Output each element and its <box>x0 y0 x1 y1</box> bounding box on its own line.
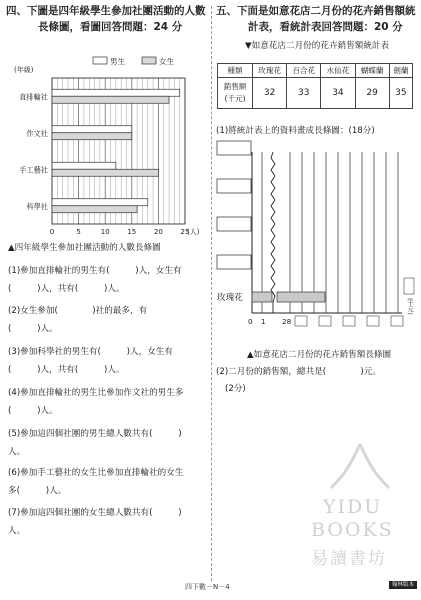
table-value-orchid: 29 <box>355 78 389 109</box>
bar-girls-0 <box>52 96 169 103</box>
bar-boys-0 <box>52 89 180 96</box>
table-header-orchid: 蝴蝶蘭 <box>355 64 389 78</box>
tick-blank-5 <box>391 316 403 326</box>
question-3-line2: ( )人，共有( )人。 <box>8 365 125 375</box>
table-value-rose: 32 <box>253 78 287 109</box>
question-7-line2: 人。 <box>8 526 26 536</box>
tick-1: 1 <box>261 317 266 326</box>
yidu-logo-icon <box>305 440 415 500</box>
category-blank-4 <box>217 255 251 269</box>
flower-sales-table <box>217 63 413 109</box>
question-5-line1: (5)參加這四個社團的男生總人數共有( ) <box>8 429 182 439</box>
flower-question-2-line1: (2)二月份的銷售額，總共是( )元。 <box>216 367 381 377</box>
unit-blank-box <box>404 278 414 294</box>
question-7-line1: (7)參加這四個社團的女生總人數共有( ) <box>8 508 182 518</box>
watermark-line3: 易讀書坊 <box>311 549 387 569</box>
table-header-narcissus: 水仙花 <box>321 64 355 78</box>
table-value-gladiolus: 35 <box>389 78 412 109</box>
question-4-line1: (4)參加直排輪社的男生比參加作文社的男生多 <box>8 388 184 398</box>
x-tick-label: 25 <box>180 228 190 236</box>
blank-flower-chart <box>214 138 418 338</box>
column-divider <box>211 6 212 581</box>
bar-girls-3 <box>52 206 137 213</box>
question-1-line1: (1)參加直排輪社的男生有( )人，女生有 <box>8 266 182 276</box>
left-title-line2: 長條圖，看圖回答問題：24 分 <box>38 21 183 33</box>
question-5-line2: 人。 <box>8 447 26 457</box>
table-header-rose: 玫瑰花 <box>253 64 287 78</box>
table-header-kind: 種類 <box>218 64 253 78</box>
axis-break-zigzag <box>271 152 275 313</box>
bar-boys-1 <box>52 126 132 133</box>
chart-ylabel: (年級) <box>14 66 34 74</box>
x-tick-label: 20 <box>153 228 163 236</box>
question-6-line2: 多( )人。 <box>8 486 67 496</box>
legend-boys-swatch <box>93 57 107 64</box>
flower-chart-caption: ▲如意花店二月份的花卉銷售額長條圖 <box>247 350 392 360</box>
x-tick-label: 5 <box>76 228 81 236</box>
right-title-line1: 五、下面是如意花店二月份的花卉銷售額統 <box>216 5 416 17</box>
page-footer: 四下數－N－4 <box>185 583 230 591</box>
left-title-line1: 四、下圖是四年級學生參加社團活動的人數 <box>6 5 206 17</box>
watermark-line2: BOOKS <box>311 519 394 541</box>
question-3-line1: (3)參加科學社的男生有( )人，女生有 <box>8 347 173 357</box>
category-blank-3 <box>217 217 251 231</box>
left-chart-caption: ▲四年級學生參加社團活動的人數長條圖 <box>8 243 161 253</box>
rose-label: 玫瑰花 <box>217 293 243 303</box>
tick-28: 28 <box>282 317 292 326</box>
table-header-gladiolus: 劍蘭 <box>389 64 412 78</box>
table-row-label-1: 銷售額 <box>223 82 247 91</box>
category-blank-1 <box>217 141 251 155</box>
category-label: 手工藝社 <box>19 165 48 175</box>
category-label: 作文社 <box>26 128 48 138</box>
x-tick-label: 0 <box>49 228 55 236</box>
category-label: 科學社 <box>26 201 48 211</box>
table-row-label-2: (千元) <box>224 94 246 103</box>
club-bar-chart <box>0 48 212 238</box>
flower-question-2-line2: (2分) <box>225 384 246 394</box>
x-tick-label: 10 <box>100 228 110 236</box>
question-2-line2: ( )人。 <box>8 324 58 334</box>
question-1-line2: ( )人，共有( )人。 <box>8 284 125 294</box>
category-blank-2 <box>217 179 251 193</box>
bar-girls-1 <box>52 133 132 140</box>
flower-table-caption: ▼如意花店二月份的花卉銷售額統計表 <box>245 41 390 51</box>
legend-boys-label: 男生 <box>110 57 125 66</box>
publisher-stamp: 翰林版本 <box>389 581 417 589</box>
bar-boys-3 <box>52 199 148 206</box>
watermark-line1: YIDU <box>323 496 383 518</box>
bar-girls-2 <box>52 169 158 176</box>
tick-0: 0 <box>248 317 253 326</box>
category-label: 直排輪社 <box>19 92 48 102</box>
tick-blank-2 <box>319 316 331 326</box>
rose-bar-right <box>277 292 325 302</box>
question-6-line1: (6)參加手工藝社的女生比參加直排輪社的女生 <box>8 468 184 478</box>
table-row-label <box>218 78 253 109</box>
question-2-line1: (2)女生參加( )社的最多，有 <box>8 306 148 316</box>
rose-bar-left <box>252 292 272 302</box>
question-4-line2: ( )人。 <box>8 406 58 416</box>
bar-boys-2 <box>52 162 116 169</box>
table-value-narcissus: 34 <box>321 78 355 109</box>
tick-blank-1 <box>295 316 307 326</box>
tick-blank-3 <box>343 316 355 326</box>
chart-xlabel: (人) <box>187 228 200 236</box>
blank-grid-lines <box>262 152 398 313</box>
unit-label: (千元) <box>406 298 413 315</box>
legend-girls-swatch <box>142 57 156 64</box>
flower-question-1: (1)將統計表上的資料畫成長條圖：(18分) <box>216 126 375 136</box>
x-tick-label: 15 <box>127 228 137 236</box>
table-header-lily: 百合花 <box>287 64 321 78</box>
table-value-lily: 33 <box>287 78 321 109</box>
right-title-line2: 計表，看統計表回答問題：20 分 <box>248 21 403 33</box>
tick-blank-4 <box>367 316 379 326</box>
legend-girls-label: 女生 <box>159 57 174 66</box>
